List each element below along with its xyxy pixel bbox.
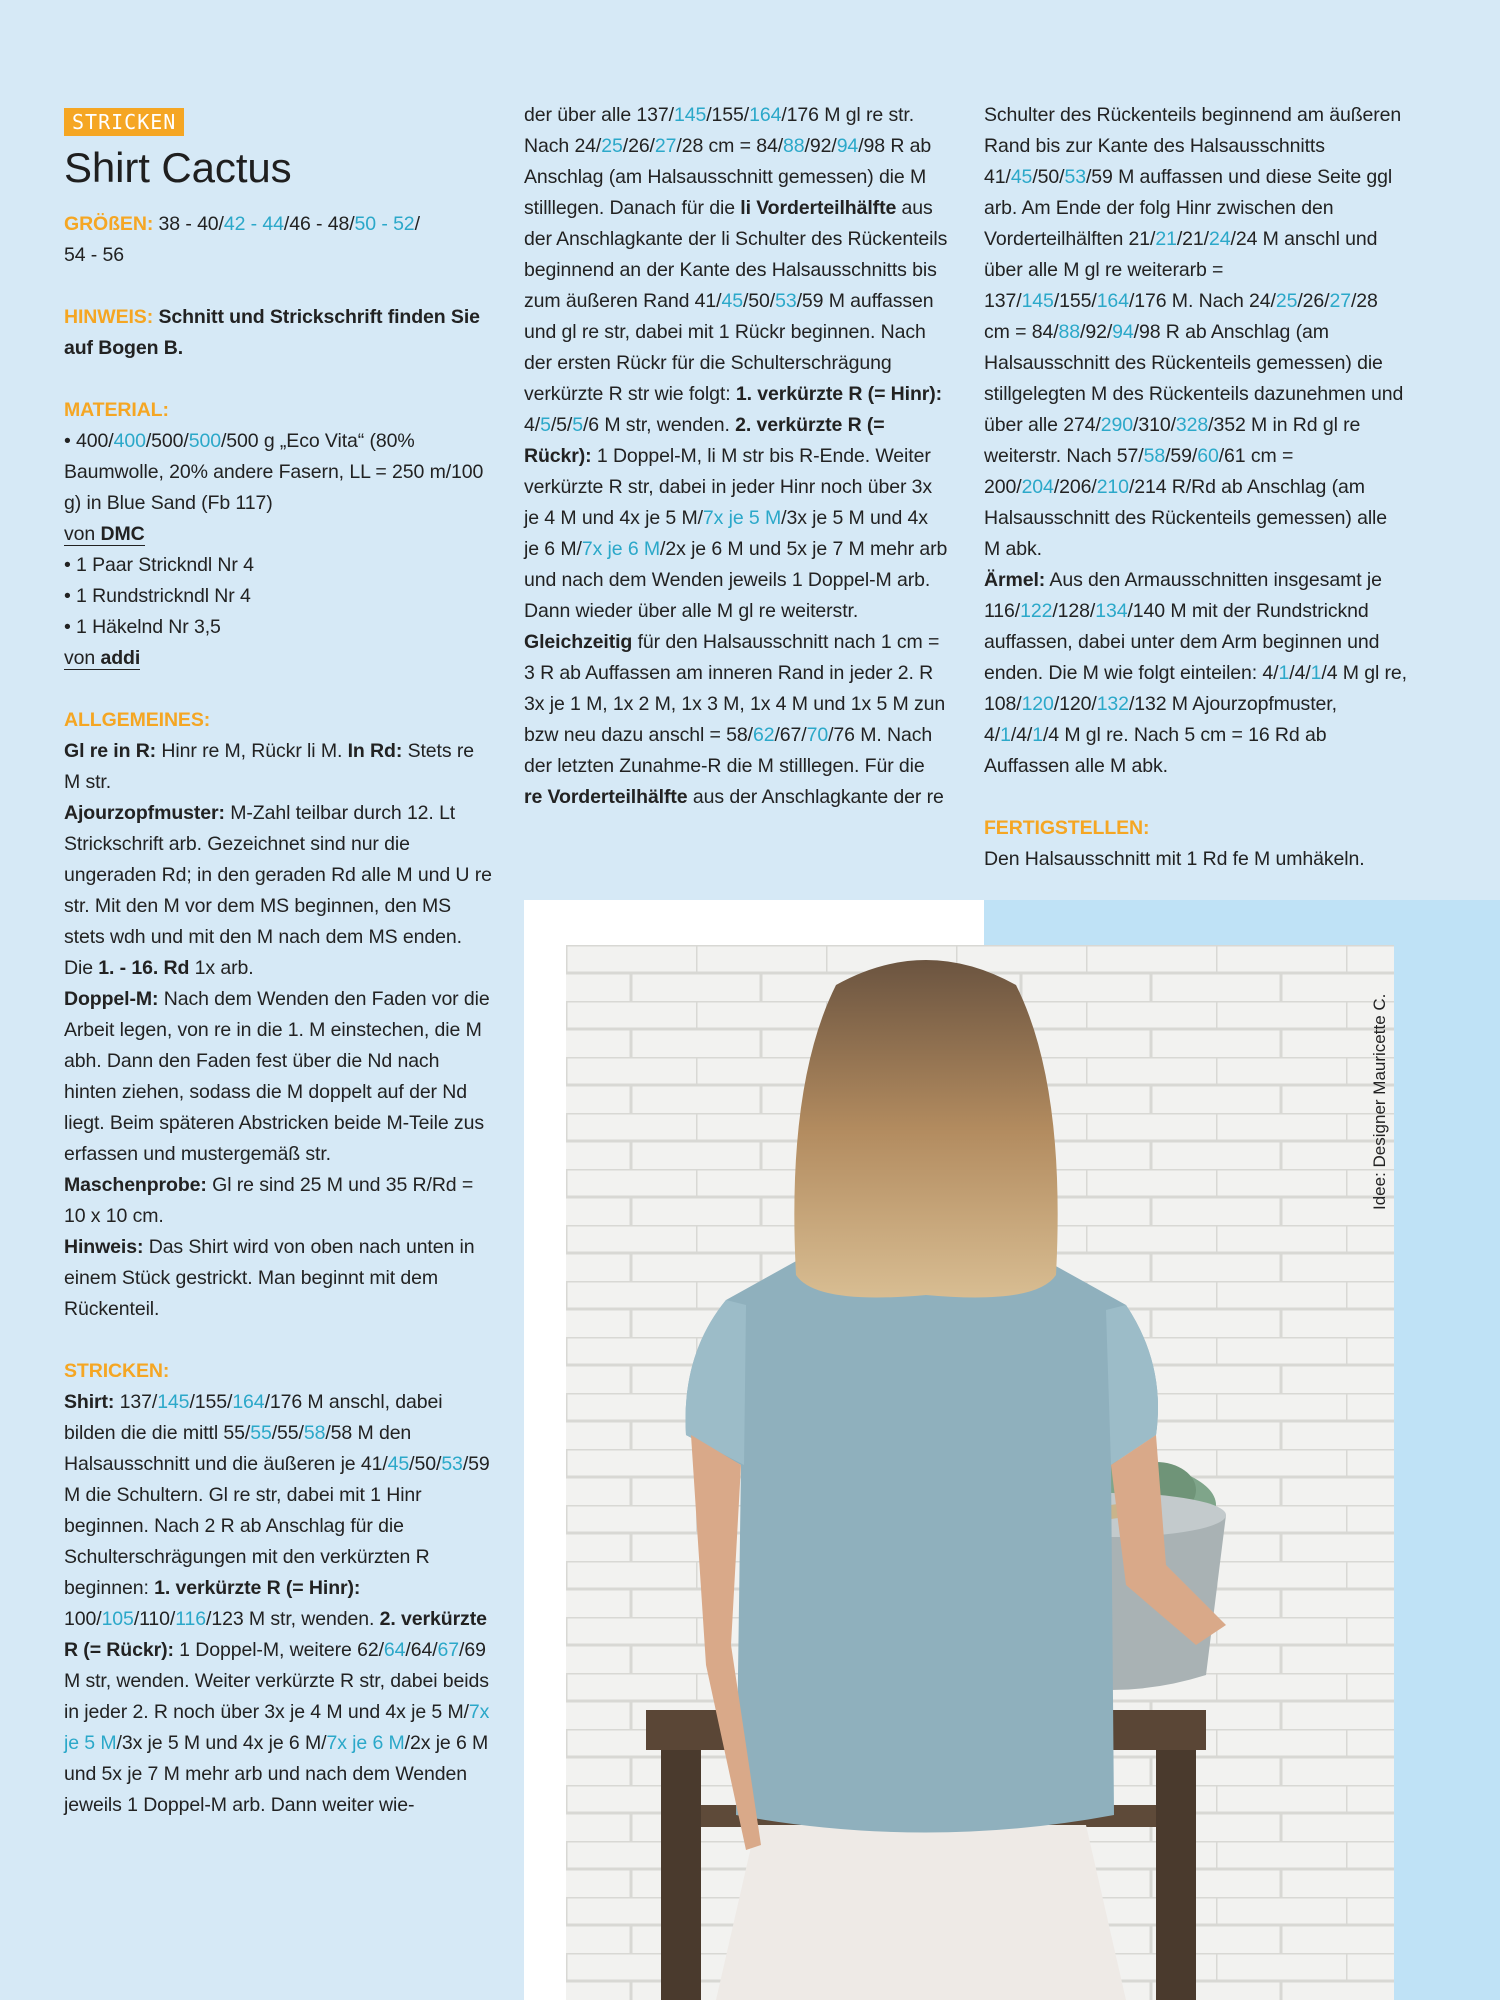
note-paragraph [64,302,492,364]
photo-illustration [566,945,1394,2000]
size-highlight: 145 [1021,290,1054,312]
column-3 [984,100,1408,875]
material-list [64,550,492,643]
text: /128/ [1052,600,1096,622]
term: 2. verkürzte R (= Rückr): [524,414,885,467]
hair [794,960,1057,1298]
size-text: 46 - 48/ [289,213,355,235]
size-highlight: 164 [749,104,782,126]
size-highlight: 45 [1010,166,1033,188]
general-p4 [64,1170,492,1232]
note-label: HINWEIS: [64,306,154,328]
text: /69 M str, wenden. Weiter verkürzte R str, dabei beids in jeder 2. R noch über 3x je 4 M und 4x je 5 M/ [64,1639,489,1723]
material-item: • 1 Rundstrickndl Nr 4 [64,585,251,607]
yarn-highlight: 400 [113,430,146,452]
knitting-label: STRICKEN: [64,1360,170,1382]
text: /310/ [1133,414,1176,436]
size-highlight: 58 [303,1422,326,1444]
text: Aus den Armausschnitten insgesamt je 116/ [984,569,1382,622]
finish-label: FERTIGSTELLEN: [984,817,1150,839]
size-highlight: 1 [1310,662,1322,684]
text: /67/ [774,724,807,746]
size-text: 38 - 40/ [158,213,224,235]
size-highlight: 55 [250,1422,272,1444]
text: /4/ [1010,724,1033,746]
size-highlight: 132 [1096,693,1129,715]
term: Hinweis: [64,1236,144,1258]
text: 1 Doppel-M, weitere 62/ [173,1639,384,1661]
sleeve-paragraph [984,565,1408,782]
finish-text: Den Halsausschnitt mit 1 Rd fe M umhäkeln. [984,848,1365,870]
text: /4 M gl re. Nach 5 cm = 16 Rd ab Auffassen alle M abk. [984,724,1327,777]
note-text: Schnitt und Strickschrift finden Sie auf Bogen B. [64,306,480,359]
size-text: / [283,213,290,235]
size-highlight: 25 [1275,290,1298,312]
text: Das Shirt wird von oben nach unten in einem Stück gestrickt. Man beginnt mit dem Rückenteil. [64,1236,475,1320]
text: /155/ [189,1391,233,1413]
term: Ajourzopfmuster: [64,802,225,824]
size-highlight: 120 [1021,693,1054,715]
text: der über alle 137/ [524,104,674,126]
blue-shirt [686,1239,1159,1833]
text: /61 cm = 200/ [984,445,1294,498]
text: /120/ [1053,693,1097,715]
term: 1. - 16. Rd [98,957,190,979]
text: /59 M die Schultern. Gl re str, dabei mit 1 Hinr beginnen. Nach 2 R ab Anschlag für die Schulterschrägungen mit den verkürzten R beginnen: [64,1453,490,1599]
term: 1. verkürzte R (= Hinr): [735,383,943,405]
column-2-text [524,100,948,813]
general-section [64,705,492,1325]
text: /50/ [409,1453,442,1475]
text: 100/ [64,1608,102,1630]
text: /4 M gl re, 108/ [984,662,1407,715]
white-skirt [716,1825,1126,2000]
yarn-text: • 400/ [64,430,114,452]
size-highlight: 27 [654,135,677,157]
size-highlight: 25 [601,135,623,157]
from-text: von [64,647,101,669]
size-highlight: 210 [1096,476,1129,498]
size-highlight: 27 [1329,290,1351,312]
size-highlight: 122 [1020,600,1053,622]
brand-addi: addi [100,647,141,669]
size-highlight: 204 [1021,476,1054,498]
term: Maschenprobe: [64,1174,207,1196]
size-highlight: 290 [1100,414,1134,436]
text: Nach dem Wenden den Faden vor die Arbeit legen, von re in die 1. M einstechen, die M abh. Dann den Faden fest über die Nd nach hinten ziehen, sodass die M doppelt auf der Nd liegt. Beim späteren Abstricken beide M-Teile zus erfassen und mustergemäß str. [64,988,490,1165]
text: /3x je 5 M und 4x je 6 M/ [524,507,928,560]
size-highlight: 116 [175,1608,207,1630]
text: /21/ [1176,228,1209,250]
general-label: ALLGEMEINES: [64,709,211,731]
size-highlight: 60 [1197,445,1219,467]
text: /26/ [622,135,655,157]
text: /176 M anschl, dabei bilden die die mittl 55/ [64,1391,443,1444]
size-highlight: 70 [806,724,829,746]
text: /59/ [1165,445,1198,467]
text: /28 cm = 84/ [984,290,1378,343]
term: Gleichzeitig [524,631,633,653]
size-highlight: 5 [540,414,551,436]
size-highlight: 53 [1064,166,1086,188]
size-highlight: 50 - 52 [354,213,415,235]
sizes-line [64,209,492,271]
text: /155/ [1053,290,1097,312]
general-p5 [64,1232,492,1325]
size-highlight: 7x je 6 M [326,1732,405,1754]
text: /76 M. Nach der letzten Zunahme-R die M stilllegen. Für die [524,724,933,777]
size-highlight: 58 [1143,445,1166,467]
text: /110/ [133,1608,176,1630]
size-highlight: 45 [387,1453,410,1475]
column-3-text [984,100,1408,565]
general-p1 [64,736,492,798]
size-text: / [414,213,420,235]
text: /98 R ab Anschlag (am Halsausschnitt gemessen) die M stilllegen. Danach für die [524,135,932,219]
size-highlight: 328 [1175,414,1209,436]
general-p2 [64,798,492,984]
material-item: • 1 Paar Strickndl Nr 4 [64,554,254,576]
term: Shirt: [64,1391,115,1413]
size-highlight: 1 [1032,724,1043,746]
size-highlight: 1 [1278,662,1290,684]
size-highlight: 45 [721,290,743,312]
text: /140 M mit der Rundstricknd auffassen, dabei unter dem Arm beginnen und enden. Die M wie folgt einteilen: 4/ [984,600,1380,684]
text: 1 Doppel-M, li M str bis R-Ende. Weiter verkürzte R str, dabei in jeder Hinr noch über 3x je 4 M und 4x je 5 M/ [524,445,933,529]
text: /2x je 6 M und 5x je 7 M mehr arb und nach dem Wenden jeweils 1 Doppel-M arb. Dann wieder über alle M gl re weiterstr. [524,538,948,622]
yarn-text: /500 g „Eco Vita“ (80% Baumwolle, 20% andere Fasern, LL = 250 m/100 g) in Blue Sand (Fb 117) [64,430,484,514]
term: Ärmel: [984,569,1046,591]
size-highlight: 145 [673,104,707,126]
text: /206/ [1053,476,1097,498]
term: In Rd: [347,740,403,762]
text: /176 M. Nach 24/ [1128,290,1276,312]
page-title: Shirt Cactus [64,144,292,191]
term: 1. verkürzte R (= Hinr): [154,1577,361,1599]
size-highlight: 24 [1209,228,1231,250]
text: /92/ [1080,321,1113,343]
text: /2x je 6 M und 5x je 7 M mehr arb und nach dem Wenden jeweils 1 Doppel-M arb. Dann weiter wie- [64,1732,489,1816]
photo-credit: Idee: Designer Mauricette C. [1370,993,1389,1210]
text: /98 R ab Anschlag (am Halsausschnitt des Rückenteils gemessen) die stillgelegten M des Rückenteils dazunehmen und über alle 274/ [984,321,1404,436]
size-highlight: 164 [1096,290,1129,312]
size-highlight: 5 [572,414,583,436]
material-section [64,395,492,674]
size-highlight: 53 [775,290,797,312]
text: /59 M auffassen und diese Seite ggl arb. Am Ende der folg Hinr zwischen den Vorderteilhälften 21/ [984,166,1393,250]
text: Hinr re M, Rückr li M. [156,740,348,762]
size-highlight: 7x je 5 M [64,1701,490,1754]
material-item: • 1 Häkelnd Nr 3,5 [64,616,221,638]
size-highlight: 94 [1112,321,1134,343]
size-highlight: 64 [383,1639,406,1661]
text: aus der Anschlagkante der re [687,786,944,808]
text: /92/ [804,135,837,157]
text: Gl re sind 25 M und 35 R/Rd = 10 x 10 cm. [64,1174,474,1227]
size-highlight: 7x je 5 M [702,507,782,529]
yarn-highlight: 500 [188,430,221,452]
size-highlight: 145 [157,1391,190,1413]
text: /50/ [1032,166,1065,188]
text: 137/ [114,1391,158,1413]
text: 1x arb. [189,957,254,979]
brand-dmc: DMC [100,523,145,545]
knitting-text [64,1387,492,1821]
text: /28 cm = 84/ [676,135,784,157]
model-photo [566,945,1394,2000]
text: M-Zahl teilbar durch 12. Lt Strickschrift arb. Gezeichnet sind nur die ungeraden Rd; in den geraden Rd alle M und U re str. Mit den M vor dem MS beginnen, den MS stets wdh und mit den M nach dem MS enden. Die [64,802,492,979]
size-highlight: 67 [437,1639,460,1661]
text: /123 M str, wenden. [206,1608,380,1630]
size-highlight: 42 - 44 [223,213,284,235]
knitting-section [64,1356,492,1821]
finish-section [984,813,1408,875]
size-highlight: 62 [752,724,775,746]
sizes-label: GRÖßEN: [64,213,154,235]
from-text: von [64,523,101,545]
material-brand-1 [64,519,492,550]
size-highlight: 53 [441,1453,463,1475]
text: /214 R/Rd ab Anschlag (am Halsausschnitt des Rückenteils gemessen) alle M abk. [984,476,1388,560]
size-text: 54 - 56 [64,244,125,266]
text: /58 M den Halsausschnitt und die äußeren je 41/ [64,1422,412,1475]
size-highlight: 94 [836,135,859,157]
size-highlight: 7x je 6 M [581,538,661,560]
size-highlight: 164 [232,1391,265,1413]
material-label: MATERIAL: [64,399,169,421]
column-1 [64,108,492,1821]
term: Gl re in R: [64,740,157,762]
text: aus der Anschlagkante der li Schulter des Rückenteils beginnend an der Kante des Halsausschnitts bis zum äußeren Rand 41/ [524,197,948,312]
yarn-text: /500/ [145,430,189,452]
column-2 [524,100,948,813]
material-brand-2 [64,643,492,674]
text: /132 M Ajourzopfmuster, 4/ [984,693,1337,746]
term: Doppel-M: [64,988,159,1010]
text: /352 M in Rd gl re weiterstr. Nach 57/ [984,414,1361,467]
size-highlight: 88 [1058,321,1081,343]
text: /3x je 5 M und 4x je 6 M/ [116,1732,327,1754]
text: /155/ [706,104,750,126]
text: /176 M gl re str. Nach 24/ [524,104,915,157]
text: /24 M anschl und über alle M gl re weiterarb = 137/ [984,228,1378,312]
text: /59 M auffassen und gl re str, dabei mit 1 Rückr beginnen. Nach der ersten Rückr für die Schulterschrägung verkürzte R str wie folgt: [524,290,934,405]
text: /50/ [742,290,776,312]
size-highlight: 88 [783,135,805,157]
text: Schulter des Rückenteils beginnend am äußeren Rand bis zur Kante des Halsausschnitts 41/ [984,104,1402,188]
text: Stets re M str. [64,740,474,793]
text: /64/ [405,1639,438,1661]
term: li Vorderteilhälfte [740,197,897,219]
text: /6 M str, wenden. [582,414,736,436]
size-highlight: 1 [1000,724,1011,746]
text: für den Halsausschnitt nach 1 cm = 3 R ab Auffassen am inneren Rand in jeder 2. R 3x je 1 M, 1x 2 M, 1x 3 M, 1x 4 M und 1x 5 M zun bzw neu dazu anschl = 58/ [524,631,946,746]
size-highlight: 134 [1095,600,1128,622]
size-highlight: 21 [1155,228,1177,250]
size-highlight: 105 [101,1608,134,1630]
term: re Vorderteilhälfte [524,786,688,808]
material-yarn [64,426,492,519]
text: /26/ [1297,290,1330,312]
category-tag: STRICKEN [64,108,184,136]
term: 2. verkürzte R (= Rückr): [64,1608,487,1661]
text: /4/ [1289,662,1311,684]
text: 4/ [524,414,541,436]
text: /5/ [550,414,573,436]
general-p3 [64,984,492,1170]
text: /55/ [271,1422,304,1444]
